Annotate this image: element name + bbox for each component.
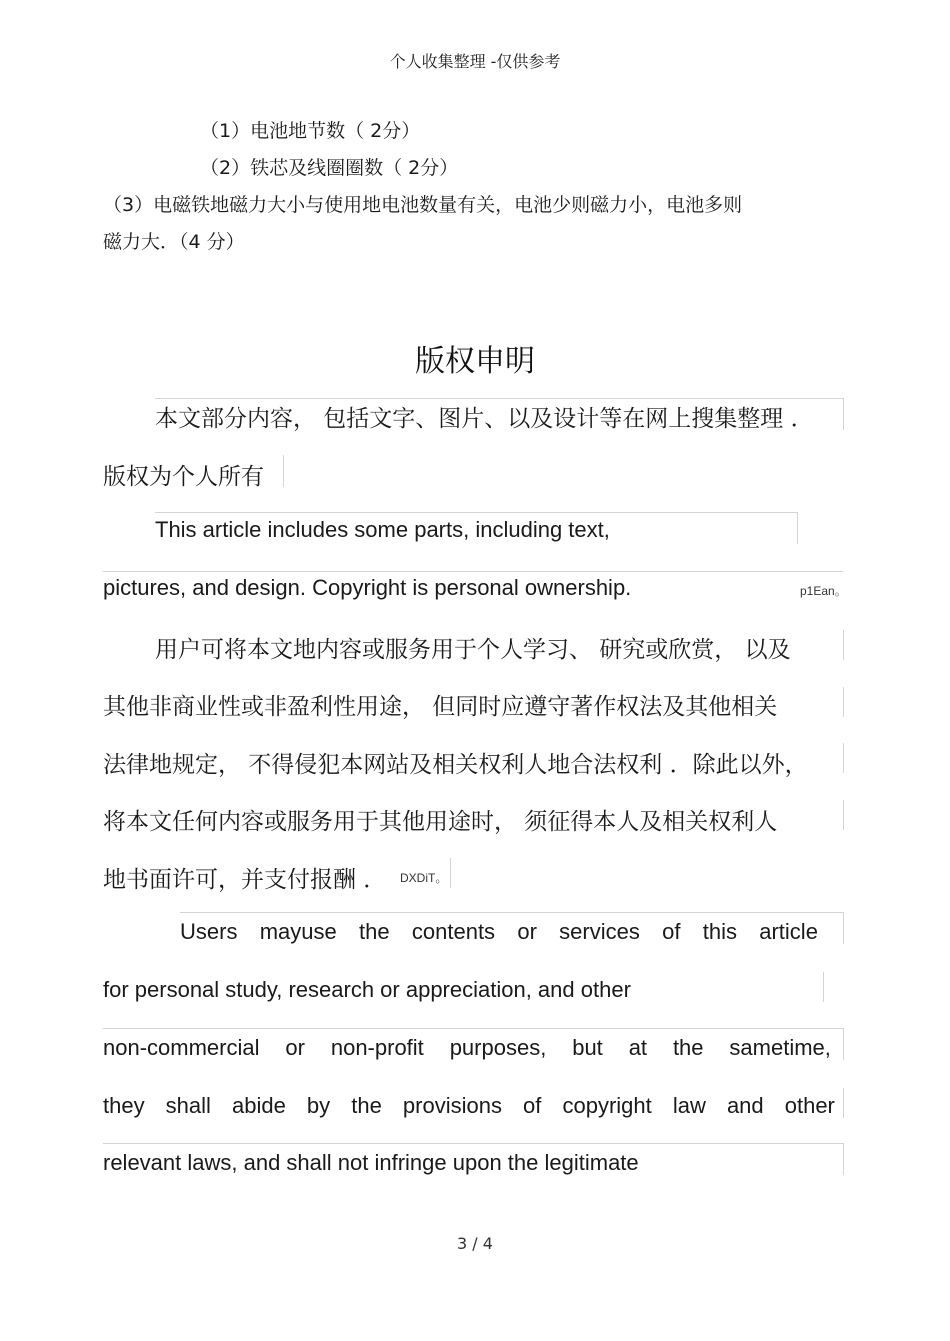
word: of (523, 1093, 542, 1118)
copyright-cn-1-line-2: 版权为个人所有 (103, 464, 264, 490)
copyright-en-1-line-1: This article includes some parts, including text, (155, 517, 610, 542)
box-line (843, 743, 844, 773)
copyright-en-1-tag: p1Ean。 (800, 584, 847, 598)
copyright-cn-2-line-2: 其他非商业性或非盈利性用途， 但同时应遵守著作权法及其他相关 (103, 694, 778, 720)
box-line (843, 1028, 844, 1060)
copyright-cn-2-tag: DXDiT。 (400, 871, 448, 885)
box-line (843, 800, 844, 830)
word: at (628, 1035, 648, 1060)
word: non-profit (330, 1035, 424, 1060)
word: the (672, 1035, 704, 1060)
word: the (351, 1093, 382, 1118)
box-line (103, 571, 843, 572)
box-line (843, 398, 844, 430)
word: law (672, 1093, 706, 1118)
box-line (180, 912, 843, 913)
word: purposes, (449, 1035, 547, 1060)
page-number: 3 / 4 (457, 1234, 493, 1253)
copyright-en-1-line-2: pictures, and design. Copyright is personal ownership. (103, 575, 632, 600)
word: and (726, 1093, 764, 1118)
word: contents (411, 919, 496, 944)
word: non-commercial (103, 1035, 260, 1060)
copyright-cn-2-line-3: 法律地规定， 不得侵犯本网站及相关权利人地合法权利 ．除此以外， (103, 752, 808, 778)
copyright-title: 版权申明 (415, 344, 535, 379)
answer-1: （1）电池地节数（ 2分） (200, 120, 421, 142)
box-line (155, 398, 843, 399)
copyright-cn-1-line-1: 本文部分内容， 包括文字、图片、以及设计等在网上搜集整理 ． (155, 406, 814, 432)
answer-2: （2）铁芯及线圈圈数（ 2分） (200, 157, 459, 179)
word: Users (180, 919, 238, 944)
box-line (843, 687, 844, 717)
answer-3-line-2: 磁力大．（4 分） (103, 231, 245, 253)
word: other (784, 1093, 835, 1118)
copyright-en-2-line-1 (180, 919, 818, 945)
word: this (702, 919, 737, 944)
word: or (285, 1035, 305, 1060)
copyright-cn-2-line-5: 地书面许可，并支付报酬 ． (103, 867, 387, 893)
word: services (559, 919, 640, 944)
copyright-cn-2-line-1: 用户可将本文地内容或服务用于个人学习、 研究或欣赏， 以及 (155, 637, 791, 663)
box-line (843, 1088, 844, 1118)
copyright-en-2-line-3 (103, 1035, 831, 1061)
box-line (843, 630, 844, 660)
copyright-en-2-line-2: for personal study, research or appreciation, and other (103, 977, 631, 1002)
word: article (759, 919, 818, 944)
word: they (103, 1093, 145, 1118)
word: or (517, 919, 537, 944)
box-line (823, 972, 824, 1002)
word: copyright (562, 1093, 652, 1118)
copyright-en-2-line-4 (103, 1093, 835, 1119)
page-header: 个人收集整理 -仅供参考 (389, 52, 561, 71)
word: the (359, 919, 390, 944)
box-line (103, 1028, 843, 1029)
copyright-en-2-line-5: relevant laws, and shall not infringe upon the legitimate (103, 1150, 639, 1175)
box-line (843, 1143, 844, 1175)
word: shall (165, 1093, 211, 1118)
box-line (103, 1143, 843, 1144)
word: mayuse (259, 919, 337, 944)
word: of (662, 919, 681, 944)
word: sametime, (729, 1035, 831, 1060)
box-line (450, 858, 451, 888)
word: provisions (402, 1093, 502, 1118)
word: abide (232, 1093, 286, 1118)
word: but (572, 1035, 603, 1060)
word: by (306, 1093, 331, 1118)
box-line (283, 455, 284, 487)
copyright-cn-2-line-4: 将本文任何内容或服务用于其他用途时， 须征得本人及相关权利人 (103, 809, 778, 835)
box-line (155, 512, 797, 513)
box-line (843, 912, 844, 944)
answer-3-line-1: （3）电磁铁地磁力大小与使用地电池数量有关，电池少则磁力小，电池多则 (103, 194, 743, 216)
box-line (797, 512, 798, 544)
